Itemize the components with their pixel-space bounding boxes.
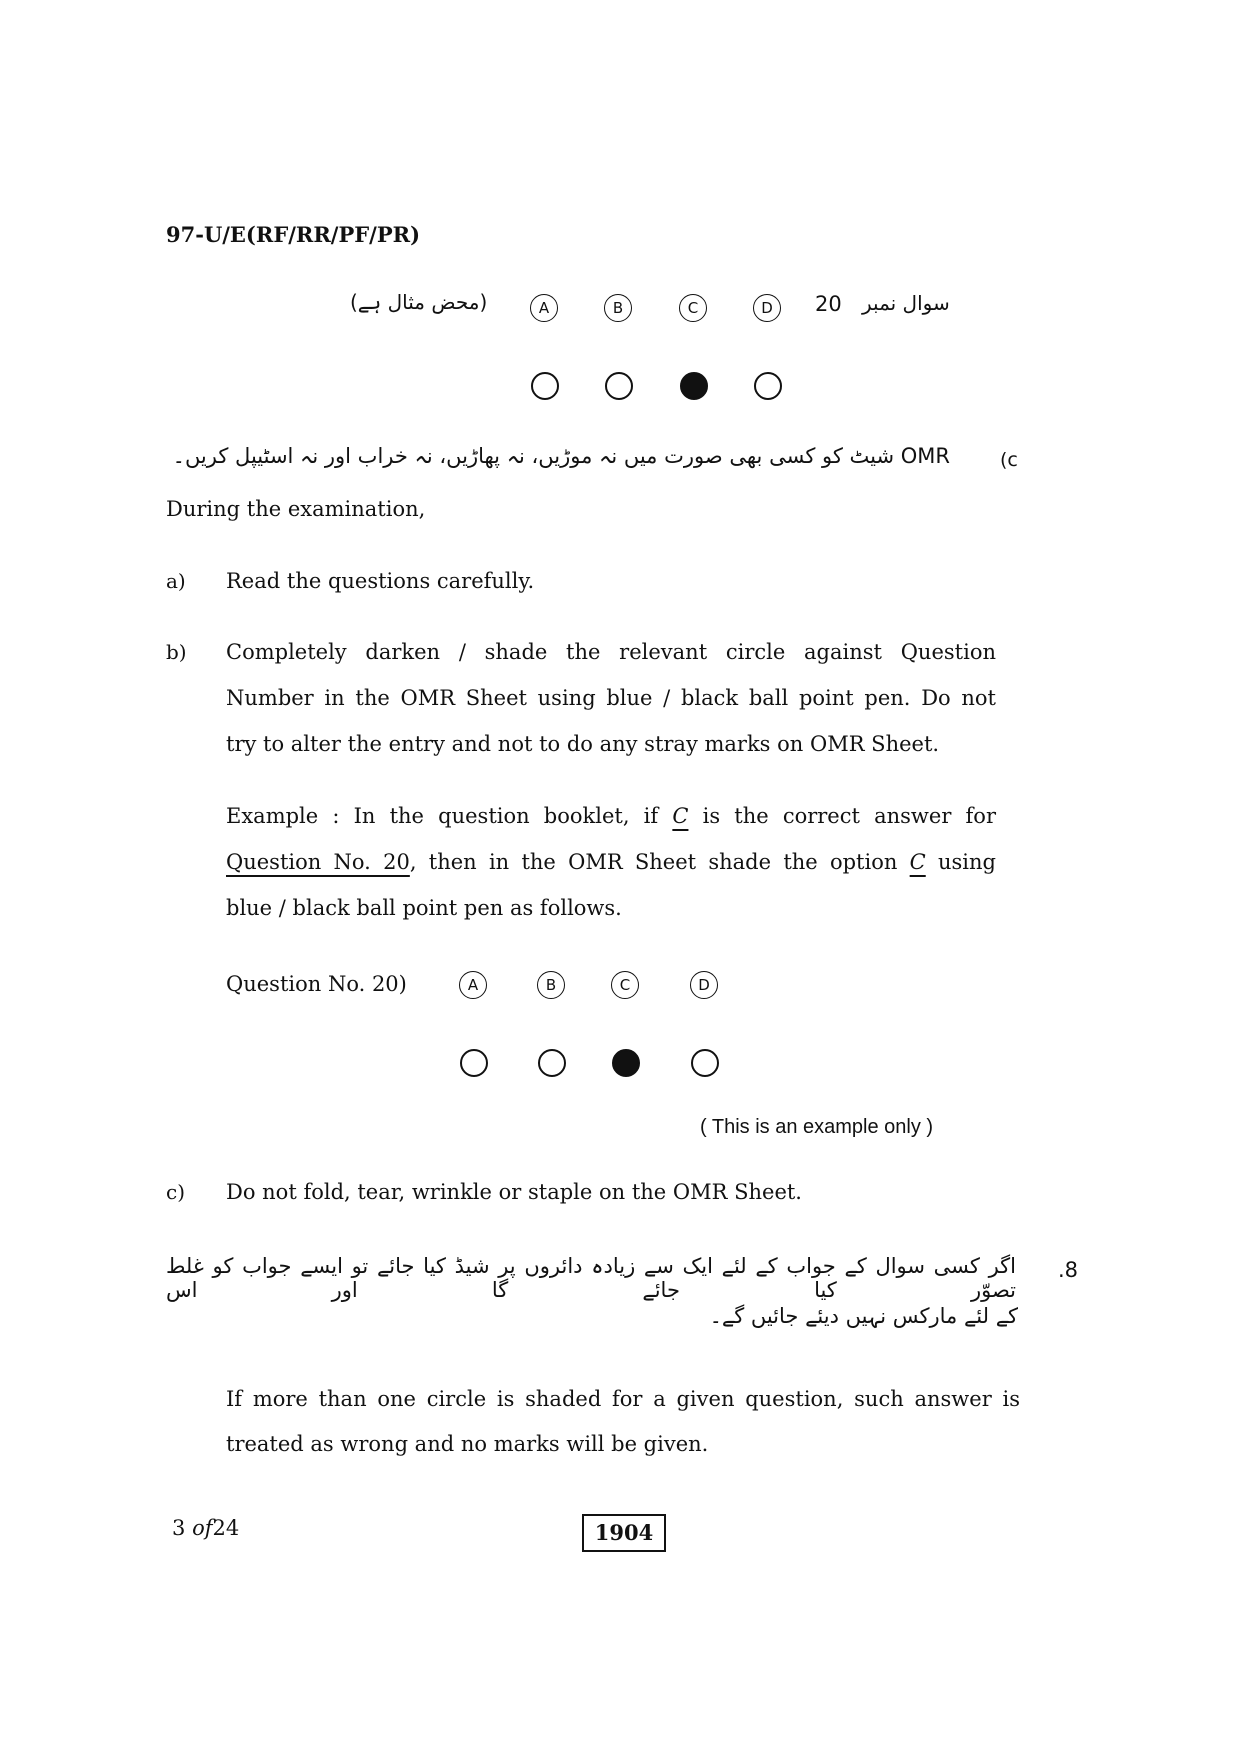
option-d-icon: D xyxy=(753,294,781,322)
page-of: of xyxy=(192,1516,213,1540)
option-d-icon: D xyxy=(690,971,718,999)
item8-english-line1: If more than one circle is shaded for a given question, such answer is xyxy=(226,1387,1020,1411)
bubble-c-filled xyxy=(612,1049,640,1077)
bubble-a xyxy=(460,1049,488,1077)
example-line2-a: , then in the OMR Sheet shade the option xyxy=(409,850,898,874)
item8-marker: .8 xyxy=(1058,1258,1079,1282)
option-b-icon: B xyxy=(537,971,565,999)
item8-urdu-line2: کے لئے مارکس نہیں دیئے جائیں گے۔ xyxy=(709,1304,1018,1328)
option-c-icon: C xyxy=(679,294,707,322)
item-c-text: Do not fold, tear, wrinkle or staple on the OMR Sheet. xyxy=(226,1180,802,1204)
bubble-b xyxy=(538,1049,566,1077)
example-option-c: C xyxy=(672,804,689,828)
bubble-d xyxy=(754,372,782,400)
item-b-line1: Completely darken / shade the relevant circle against Question xyxy=(226,640,996,664)
option-c-icon: C xyxy=(611,971,639,999)
example-row-label: Question No. 20) xyxy=(226,972,407,996)
item8-urdu-line1: اگر کسی سوال کے جواب کے لئے ایک سے زیادہ دائروں پر شیڈ کیا جائے تو ایسے جواب کو غلط تصوّر کیا جائے گا اور اس xyxy=(166,1254,1016,1302)
item-a-text: Read the questions carefully. xyxy=(226,569,535,593)
example-line2 xyxy=(226,839,996,885)
item8-english-line2: treated as wrong and no marks will be given. xyxy=(226,1432,709,1456)
page-current: 3 xyxy=(172,1516,186,1540)
paper-code-box: 1904 xyxy=(582,1514,666,1552)
page-total: 24 xyxy=(212,1516,240,1540)
bubble-c-filled xyxy=(680,372,708,400)
urdu-item-c-text: OMR شیٹ کو کسی بھی صورت میں نہ موڑیں، نہ پھاڑیں، نہ خراب اور نہ اسٹیپل کریں۔ xyxy=(172,444,950,468)
page-number xyxy=(172,1516,239,1540)
option-a-icon: A xyxy=(459,971,487,999)
example-line1 xyxy=(226,793,996,839)
example-line3: blue / black ball point pen as follows. xyxy=(226,896,622,920)
example-line1-a: Example : In the question booklet, if xyxy=(226,804,659,828)
example-line1-b: is the correct answer for xyxy=(702,804,996,828)
intro-text: During the examination, xyxy=(166,497,426,521)
bubble-b xyxy=(605,372,633,400)
item-a-marker: a) xyxy=(166,569,186,593)
item-c-marker: c) xyxy=(166,1180,186,1204)
urdu-question-label: سوال نمبر xyxy=(862,291,950,315)
bubble-a xyxy=(531,372,559,400)
option-a-icon: A xyxy=(530,294,558,322)
option-b-icon: B xyxy=(604,294,632,322)
item-b-marker: b) xyxy=(166,640,187,664)
item-b-line2: Number in the OMR Sheet using blue / black ball point pen. Do not xyxy=(226,686,996,710)
bubble-d xyxy=(691,1049,719,1077)
example-only-note: ( This is an example only ) xyxy=(700,1116,934,1138)
paper-code: 97-U/E(RF/RR/PF/PR) xyxy=(166,222,421,247)
example-line2-b: using xyxy=(938,850,996,874)
urdu-example-note: (محض مثال ہے) xyxy=(350,290,488,314)
example-question-number: Question No. 20 xyxy=(226,850,410,874)
urdu-item-c-marker: (c xyxy=(1000,449,1018,471)
example-option-c-2: C xyxy=(909,850,926,874)
item-b-line3: try to alter the entry and not to do any stray marks on OMR Sheet. xyxy=(226,732,940,756)
urdu-question-number: 20 xyxy=(815,292,842,316)
